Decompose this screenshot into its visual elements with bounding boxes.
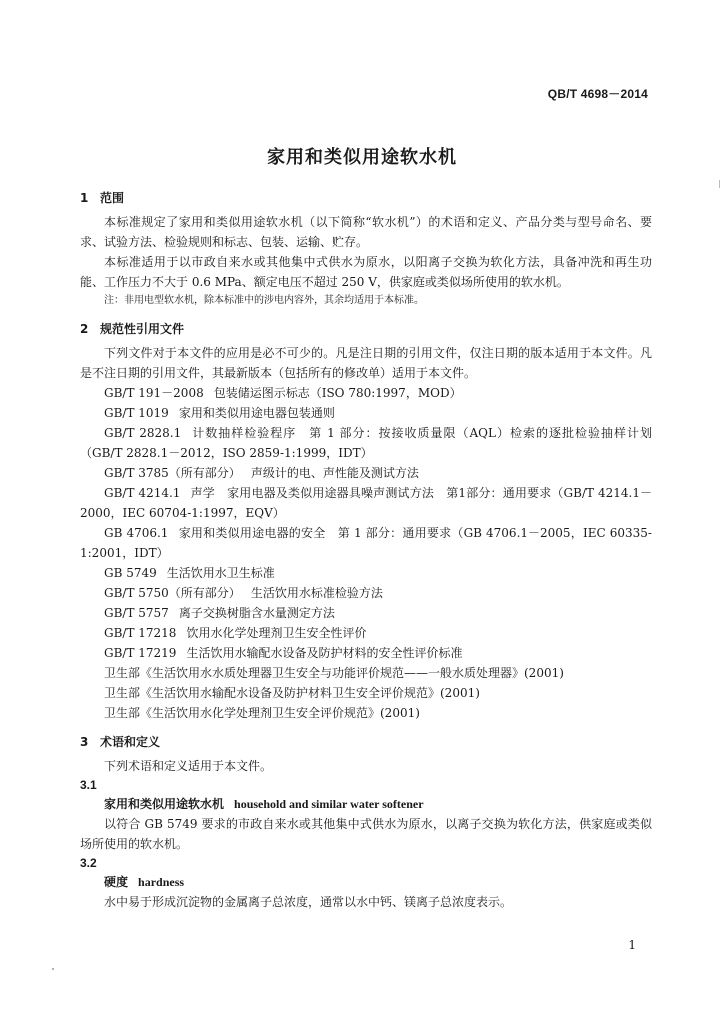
reference-title: 生活饮用水输配水设备及防护材料的安全性评价标准 (186, 646, 463, 660)
terms-intro: 下列术语和定义适用于本文件。 (104, 759, 273, 773)
reference-item (80, 623, 652, 643)
section-number: 1 (80, 191, 89, 205)
section-number: 3 (80, 735, 89, 749)
clause-number: 3.1 (80, 778, 97, 792)
scan-edge-mark (719, 180, 720, 188)
reference-code: GB/T 17219 (104, 646, 177, 660)
scope-paragraph: 本标准适用于以市政自来水或其他集中式供水为原水，以阳离子交换为软化方法，具备冲洗和再生功能、工作压力不大于 0.6 MPa、额定电压不超过 250 V，供家庭或类似场所使用的软水机。 (80, 255, 652, 289)
reference-title: 生活饮用水标准检验方法 (250, 586, 383, 600)
reference-code: GB/T 3785（所有部分） (104, 466, 241, 480)
scope-paragraph: 本标准规定了家用和类似用途软水机（以下简称“软水机”）的术语和定义、产品分类与型号命名、要求、试验方法、检验规则和标志、包装、运输、贮存。 (80, 215, 652, 249)
reference-title: 离子交换树脂含水量测定方法 (178, 606, 335, 620)
scope-note: 注：非用电型软水机，除本标准中的涉电内容外，其余均适用于本标准。 (104, 295, 424, 306)
reference-item (80, 463, 652, 483)
term-definition: 以符合 GB 5749 要求的市政自来水或其他集中式供水为原水，以离子交换为软化方法，供家庭或类似场所使用的软水机。 (80, 817, 652, 851)
section-heading-scope (80, 188, 652, 208)
section-title: 范围 (100, 191, 125, 205)
term-entry (80, 872, 652, 892)
section-title: 术语和定义 (100, 735, 161, 749)
scan-speck (52, 968, 54, 970)
section-heading-terms (80, 732, 652, 752)
reference-title: 声学 家用电器及类似用途器具噪声测试方法 第1部分：通用要求（GB/T 4214.1－2000，IEC 60704-1:1997，EQV） (80, 486, 652, 520)
normative-intro: 下列文件对于本文件的应用是必不可少的。凡是注日期的引用文件，仅注日期的版本适用于本文件。凡是不注日期的引用文件，其最新版本（包括所有的修改单）适用于本文件。 (80, 346, 652, 380)
term-english: household and similar water softener (234, 797, 424, 811)
reference-code: GB/T 191－2008 (104, 386, 204, 400)
reference-item (80, 563, 652, 583)
page-number: 1 (628, 938, 636, 952)
term-chinese: 家用和类似用途软水机 (104, 797, 225, 811)
section-number: 2 (80, 322, 89, 336)
reference-list (80, 383, 652, 723)
reference-item (80, 643, 652, 663)
term-definition: 水中易于形成沉淀物的金属离子总浓度，通常以水中钙、镁离子总浓度表示。 (104, 895, 513, 909)
term-entry (80, 794, 652, 814)
ministry-reference: 卫生部《生活饮用水化学处理剂卫生安全评价规范》(2001) (104, 706, 420, 720)
reference-title: 包装储运图示标志（ISO 780:1997，MOD） (213, 386, 462, 400)
reference-item (80, 483, 652, 523)
reference-title: 生活饮用水卫生标准 (166, 566, 275, 580)
document-body (80, 188, 652, 912)
reference-title: 计数抽样检验程序 第 1 部分：按接收质量限（AQL）检索的逐批检验抽样计划（GB/T 2828.1－2012，ISO 2859-1:1999，IDT） (80, 426, 652, 460)
reference-code: GB 4706.1 (104, 526, 169, 540)
standard-number: QB/T 4698－2014 (547, 87, 648, 101)
reference-code: GB/T 4214.1 (104, 486, 181, 500)
reference-item (80, 583, 652, 603)
reference-title: 家用和类似用途电器包装通则 (178, 406, 335, 420)
reference-code: GB/T 1019 (104, 406, 169, 420)
document-title: 家用和类似用途软水机 (267, 147, 457, 168)
reference-title: 声级计的电、声性能及测试方法 (250, 466, 419, 480)
term-english: hardness (138, 875, 185, 889)
term-chinese: 硬度 (104, 875, 129, 889)
reference-code: GB/T 17218 (104, 626, 177, 640)
reference-item (80, 423, 652, 463)
reference-title: 家用和类似用途电器的安全 第 1 部分：通用要求（GB 4706.1－2005，IEC 60335-1:2001，IDT） (80, 526, 652, 560)
reference-title: 饮用水化学处理剂卫生安全性评价 (186, 626, 367, 640)
section-title: 规范性引用文件 (100, 322, 185, 336)
reference-code: GB 5749 (104, 566, 157, 580)
reference-code: GB/T 5750（所有部分） (104, 586, 241, 600)
reference-item (80, 603, 652, 623)
reference-item (80, 523, 652, 563)
reference-code: GB/T 2828.1 (104, 426, 182, 440)
reference-code: GB/T 5757 (104, 606, 169, 620)
clause-number: 3.2 (80, 856, 97, 870)
reference-item (80, 403, 652, 423)
reference-item (80, 383, 652, 403)
ministry-reference: 卫生部《生活饮用水水质处理器卫生安全与功能评价规范——一般水质处理器》(2001) (104, 666, 564, 680)
ministry-reference: 卫生部《生活饮用水输配水设备及防护材料卫生安全评价规范》(2001) (104, 686, 480, 700)
section-heading-normative (80, 319, 652, 339)
